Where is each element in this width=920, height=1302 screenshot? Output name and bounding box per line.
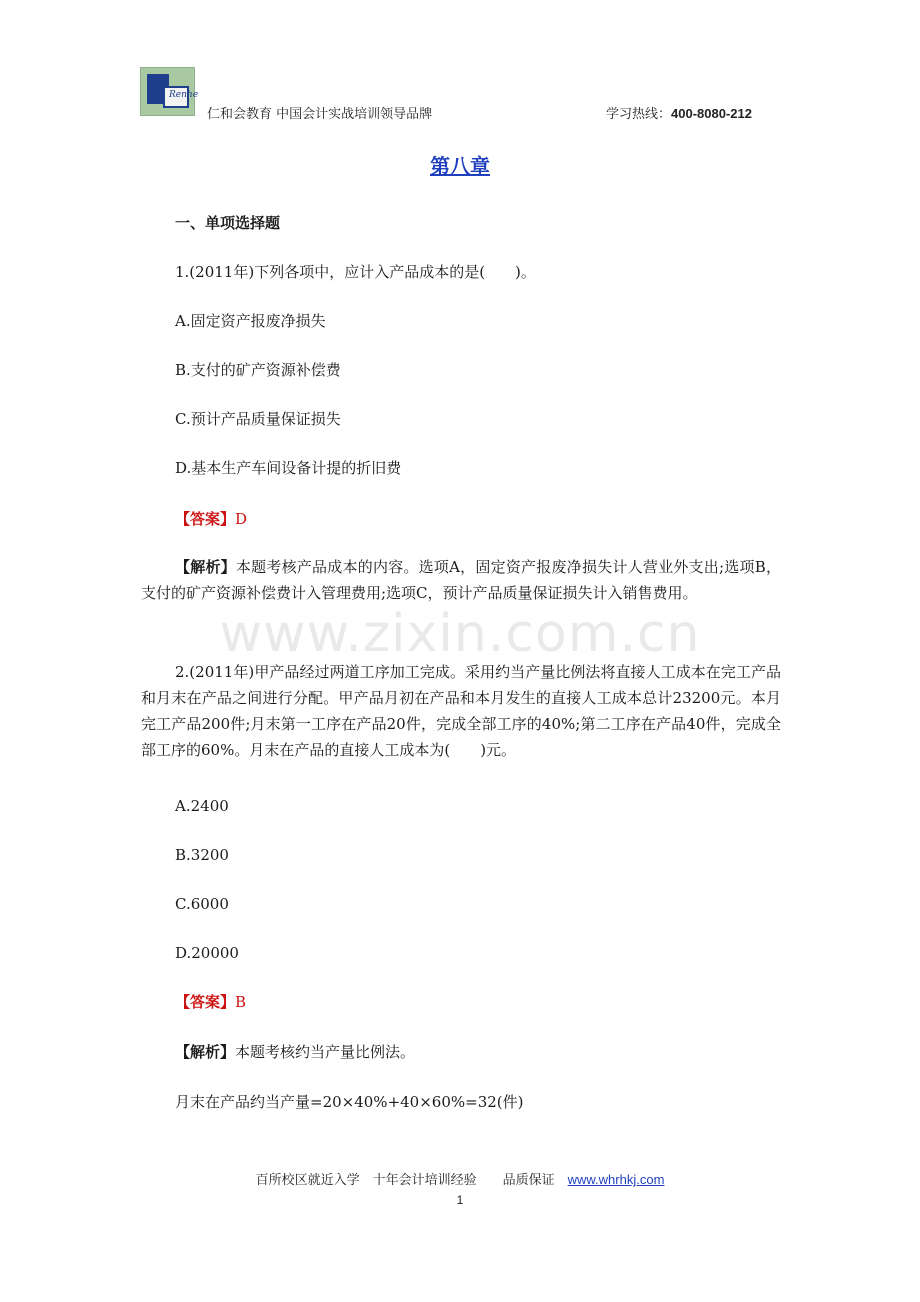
q2-option-a: A.2400 [175, 797, 229, 815]
q1-analysis [141, 554, 781, 606]
q2-option-b: B.3200 [175, 846, 229, 864]
q1-option-c: C.预计产品质量保证损失 [175, 410, 341, 428]
chapter-title[interactable]: 第八章 [430, 154, 490, 178]
q2-option-c: C.6000 [175, 895, 229, 913]
q1-option-b: B.支付的矿产资源补偿费 [175, 361, 341, 379]
q1-answer [175, 507, 247, 531]
footer-link[interactable]: www.whrhkj.com [567, 1172, 665, 1187]
header-hotline [606, 103, 752, 122]
q1-analysis-text: 本题考核产品成本的内容。选项A，固定资产报废净损失计人营业外支出;选项B，支付的矿产资源补偿费计入管理费用;选项C，预计产品质量保证损失计入销售费用。 [141, 558, 781, 602]
q2-formula: 月末在产品约当产量=20×40%+40×60%=32(件) [175, 1093, 524, 1111]
q2-analysis-tag: 【解析】 [175, 1043, 236, 1061]
q1-option-d: D.基本生产车间设备计提的折旧费 [175, 459, 402, 477]
q2-answer [175, 990, 246, 1014]
q2-answer-value: B [235, 993, 247, 1011]
header-brand: 仁和会教育 中国会计实战培训领导品牌 [207, 107, 433, 122]
page-number: 1 [456, 1193, 464, 1207]
q2-analysis [175, 1040, 415, 1064]
logo-text: Renhe [169, 90, 199, 100]
q2-stem: 2.(2011年)甲产品经过两道工序加工完成。采用约当产量比例法将直接人工成本在完工产品和月末在产品之间进行分配。甲产品月初在产品和本月发生的直接人工成本总计23200元。本月完工产品200件;月末第一工序在产品20件，完成全部工序的40%;第二工序在产品40件，完成全部工序的60%。月末在产品的直接人工成本为( )元。 [141, 663, 781, 759]
hotline-label: 学习热线： [606, 107, 672, 122]
q2-analysis-text: 本题考核约当产量比例法。 [235, 1043, 416, 1061]
page-footer [0, 1169, 920, 1188]
company-logo [140, 67, 199, 116]
q1-analysis-tag: 【解析】 [175, 558, 236, 576]
q1-answer-tag: 【答案】 [175, 510, 236, 528]
watermark: www.zixin.com.cn [219, 604, 701, 664]
footer-text: 百所校区就近入学 十年会计培训经验 品质保证 [255, 1173, 568, 1188]
q1-answer-value: D [235, 510, 248, 528]
q2-answer-tag: 【答案】 [175, 993, 236, 1011]
q2-option-d: D.20000 [175, 944, 239, 962]
q1-stem: 1.(2011年)下列各项中，应计入产品成本的是( )。 [175, 263, 536, 281]
section-title: 一、单项选择题 [175, 214, 281, 232]
q1-option-a: A.固定资产报废净损失 [175, 312, 326, 330]
hotline-number: 400-8080-212 [671, 106, 752, 121]
